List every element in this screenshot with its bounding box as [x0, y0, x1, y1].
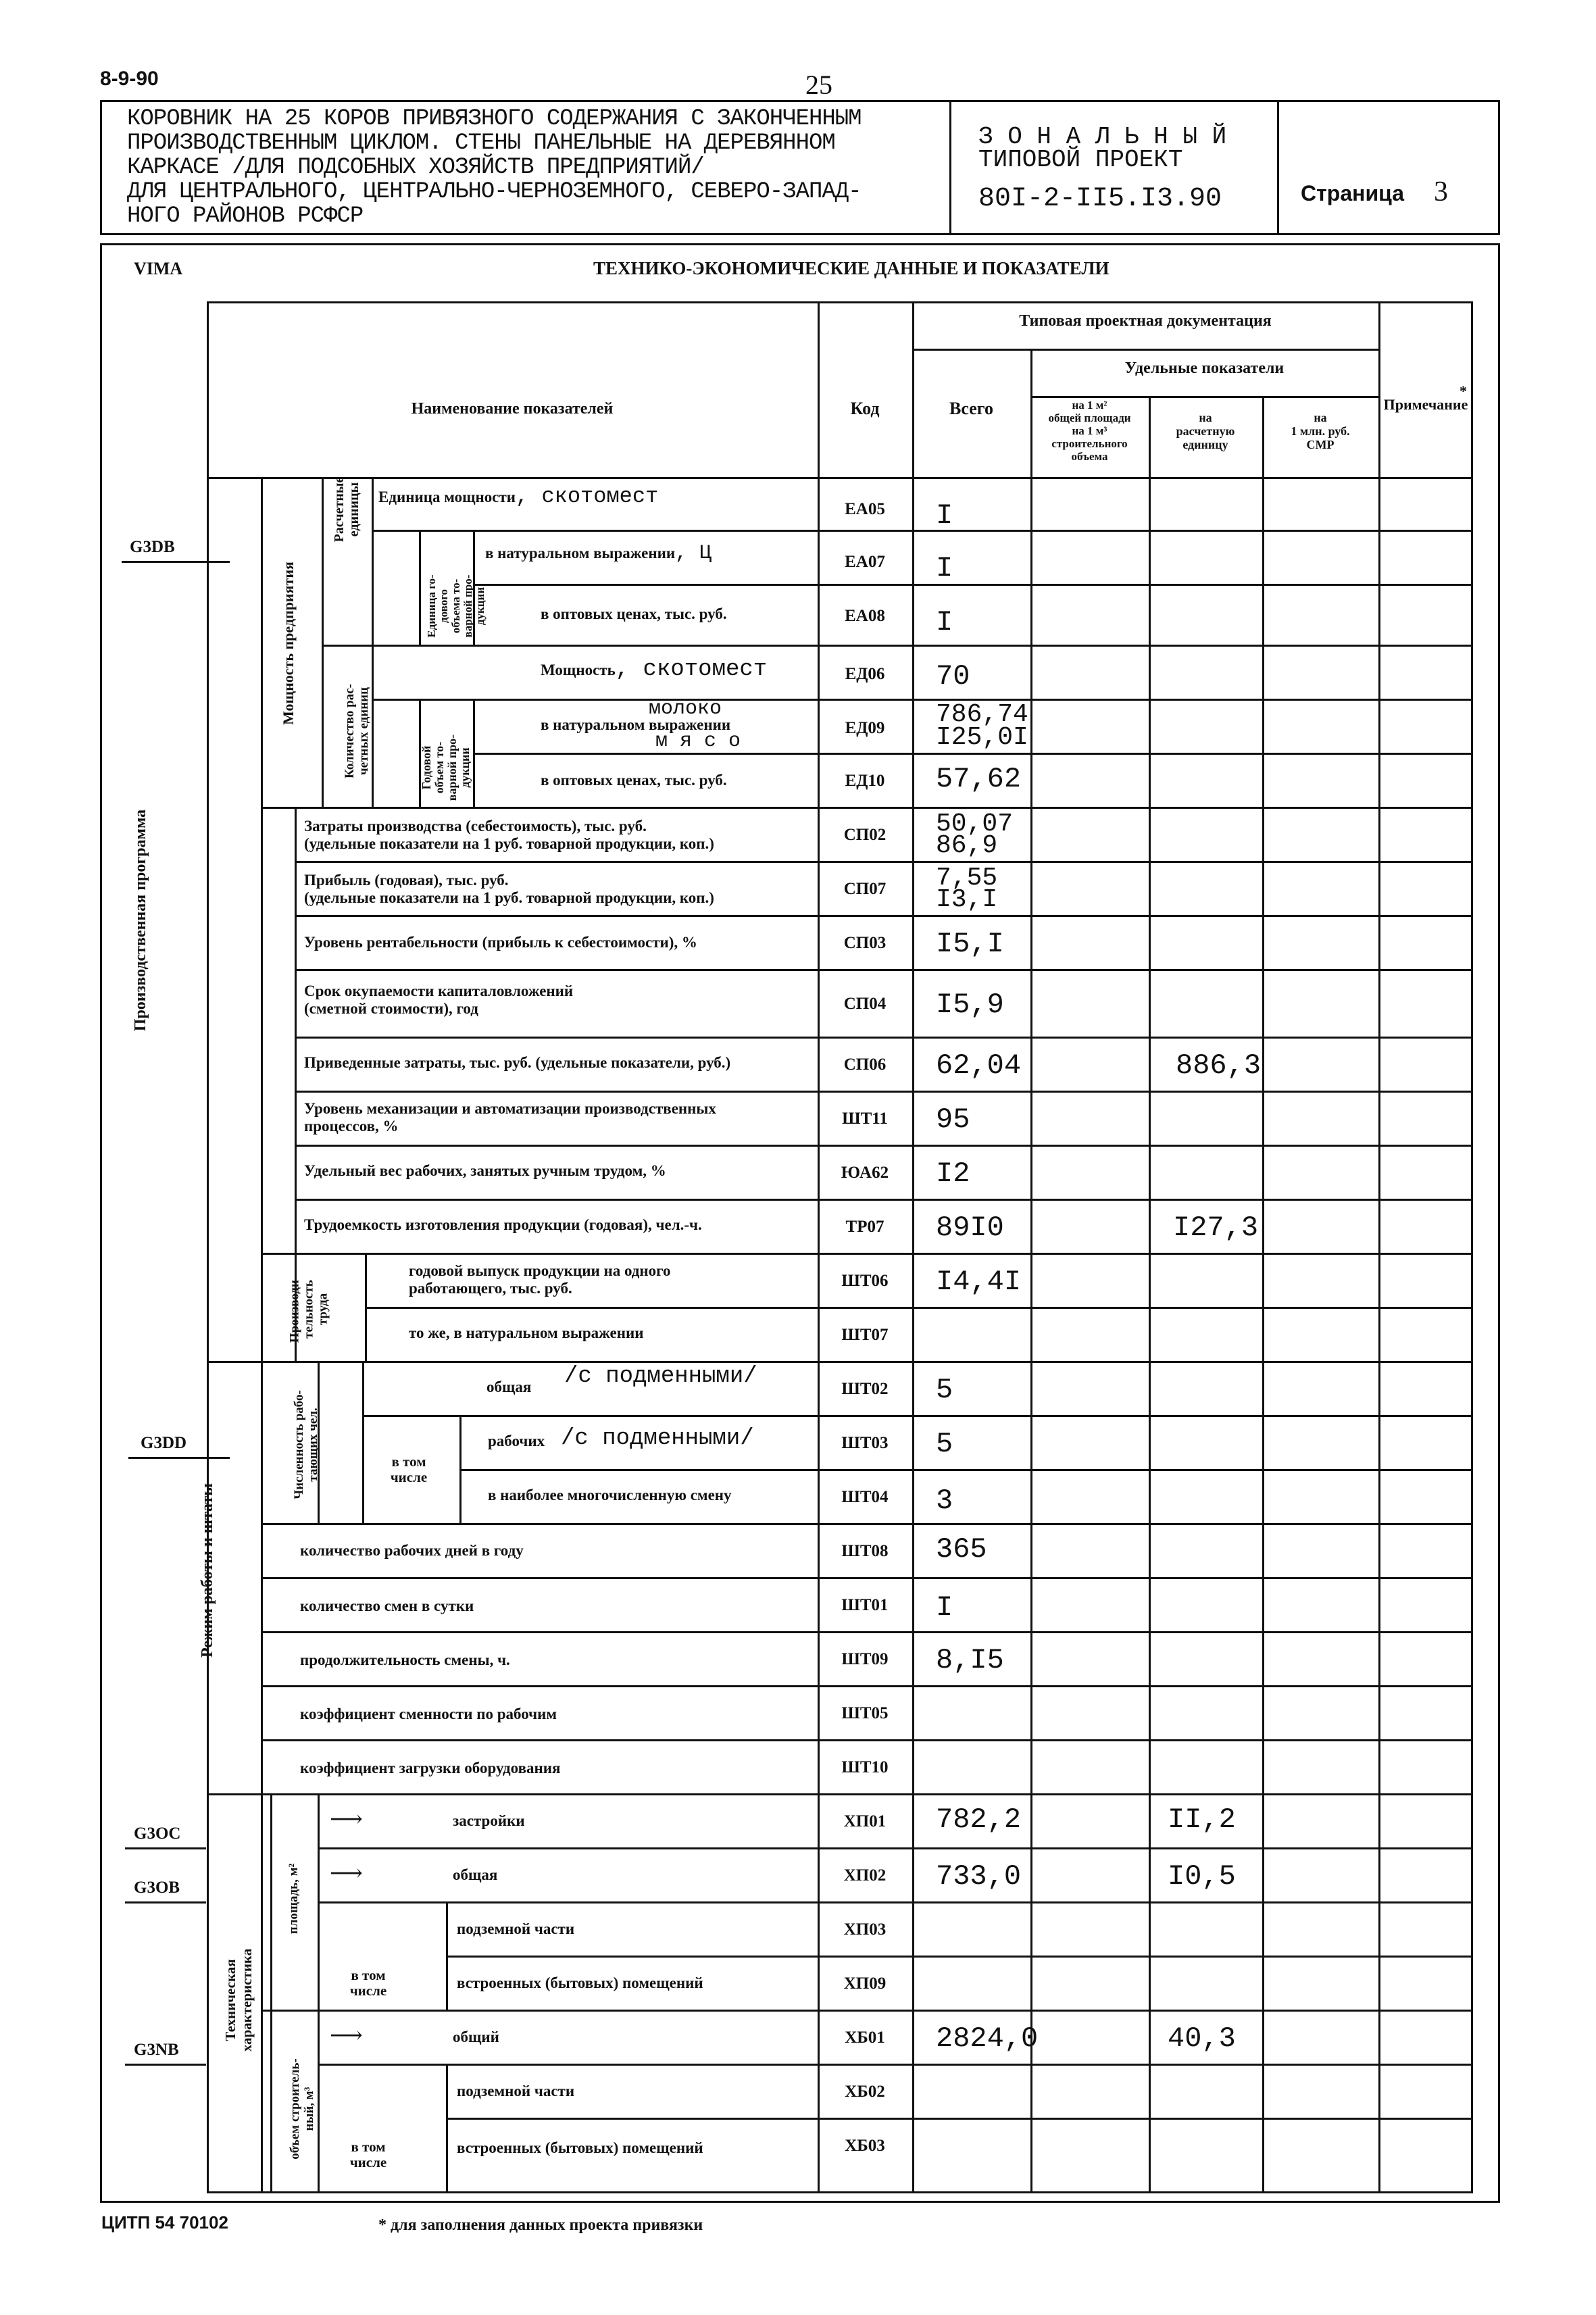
total-sht06: I4,4I [936, 1266, 1022, 1298]
th-note-mark: * [1460, 382, 1467, 399]
code-sp02: СП02 [843, 826, 887, 844]
per-unit-xb01: 40,3 [1168, 2022, 1236, 2055]
total-yua62: I2 [936, 1158, 970, 1190]
code-xp03: ХП03 [843, 1920, 887, 1939]
row-ed10-label: в оптовых ценах, тыс. руб. [541, 772, 727, 789]
per-unit-sp06: 886,3 [1176, 1049, 1262, 1082]
code-sp06: СП06 [843, 1055, 887, 1074]
total-ea05: I [936, 499, 953, 532]
row-ed09-label: в натуральном выражении [541, 716, 731, 733]
group-labor-productivity: Производи- тельность труда [287, 1275, 330, 1343]
total-sht04: 3 [936, 1485, 953, 1517]
row-xp09-label: встроенных (бытовых) помещений [457, 1974, 703, 1991]
row-sht03-label: рабочих [488, 1433, 545, 1449]
side-code-g3oc: G3OC [134, 1824, 181, 1843]
th-specific: Удельные показатели [1124, 359, 1285, 377]
total-sp07-1: 7,55 [936, 864, 998, 893]
total-sht02: 5 [936, 1374, 953, 1406]
row-sht09-label: продолжительность смены, ч. [300, 1651, 510, 1668]
total-sht09: 8,I5 [936, 1644, 1004, 1676]
code-ed06: ЕД06 [845, 665, 885, 683]
group-volume: объем строитель- ный, м³ [288, 2058, 316, 2160]
section-code: VIMA [134, 259, 183, 278]
row-sht11-label: Уровень механизации и автоматизации производственных процессов, % [304, 1100, 716, 1135]
group-tech-characteristics: Техническая характеристика [222, 1948, 255, 2052]
total-sp02-2: 86,9 [936, 831, 998, 860]
code-sht04: ШТ04 [841, 1488, 889, 1506]
total-ea08: I [936, 606, 953, 639]
th-note: Примечание [1383, 396, 1468, 413]
per-unit-xp01: II,2 [1168, 1803, 1236, 1836]
row-sp04-label: Срок окупаемости капиталовложений (сметной стоимости), год [304, 982, 574, 1017]
code-xb01: ХБ01 [845, 2028, 885, 2047]
total-sht11: 95 [936, 1103, 970, 1136]
code-ea07: ЕА07 [845, 553, 885, 571]
row-sp06-label: Приведенные затраты, тыс. руб. (удельные показатели, руб.) [304, 1054, 731, 1071]
total-sp02-1: 50,07 [936, 810, 1014, 839]
row-ea08-label: в оптовых ценах, тыс. руб. [541, 605, 727, 622]
total-sht01: I [936, 1591, 953, 1624]
th-indicator-name: Наименование показателей [411, 400, 614, 418]
row-tr07-label: Трудоемкость изготовления продукции (годовая), чел.-ч. [304, 1216, 702, 1233]
side-code-g3db: G3DB [130, 538, 175, 556]
row-sht08-label: количество рабочих дней в году [300, 1542, 524, 1559]
row-sp03-label: Уровень рентабельности (прибыль к себестоимости), % [304, 934, 697, 951]
code-sht06: ШТ06 [841, 1272, 889, 1290]
group-area: площадь, м² [286, 1863, 301, 1935]
footer-code: ЦИТП 54 70102 [101, 2212, 228, 2233]
group-enterprise-capacity: Мощность предприятия [280, 562, 297, 725]
total-xb01: 2824,0 [936, 2022, 1039, 2055]
total-tr07: 89I0 [936, 1212, 1004, 1244]
per-unit-xp02: I0,5 [1168, 1860, 1236, 1893]
per-unit-tr07: I27,3 [1173, 1212, 1259, 1244]
total-xp02: 733,0 [936, 1860, 1022, 1893]
row-sht06-label: годовой выпуск продукции на одного работающего, тыс. руб. [409, 1262, 671, 1297]
code-sht09: ШТ09 [841, 1650, 889, 1668]
th-code: Код [850, 399, 880, 418]
row-ed09-milk: молоко [649, 697, 722, 720]
total-sp06: 62,04 [936, 1049, 1022, 1082]
code-sht11: ШТ11 [842, 1110, 888, 1128]
total-sht08: 365 [936, 1533, 987, 1566]
group-annual-volume: Годовой объем то- варной про- дукции [420, 734, 472, 801]
total-xp01: 782,2 [936, 1803, 1022, 1836]
code-tr07: ТР07 [845, 1218, 884, 1236]
code-ea05: ЕА05 [845, 500, 885, 518]
code-xb02: ХБ02 [845, 2083, 885, 2101]
total-ea07: I [936, 552, 953, 584]
total-ed09-milk: 786,74 [936, 700, 1028, 729]
code-xp01: ХП01 [843, 1812, 887, 1831]
project-number: 80I-2-II5.I3.90 [978, 184, 1222, 214]
group-workers-count: Численность рабо- тающих чел. [292, 1390, 320, 1499]
project-type: З О Н А Л Ь Н Ы Й ТИПОВОЙ ПРОЕКТ [978, 123, 1227, 174]
total-sp07-2: I3,I [936, 885, 998, 914]
row-sht02-label: общая [487, 1378, 532, 1395]
footer-note: * для заполнения данных проекта привязки [378, 2216, 703, 2234]
code-ea08: ЕА08 [845, 607, 885, 625]
th-per-mln: на 1 млн. руб. СМР [1291, 411, 1350, 451]
row-sht02-label-add: /с подменными/ [564, 1364, 757, 1389]
side-code-g3dd: G3DD [141, 1434, 187, 1452]
row-sp07-label: Прибыль (годовая), тыс. руб. (удельные показатели на 1 руб. товарной продукции, коп.) [304, 872, 714, 906]
total-ed09-meat: I25,0I [936, 723, 1028, 752]
code-yua62: ЮА62 [841, 1164, 889, 1182]
code-sht07: ШТ07 [841, 1326, 889, 1344]
group-production-program: Производственная программа [132, 809, 149, 1032]
row-xb02-label: подземной части [457, 2083, 575, 2099]
code-sp04: СП04 [843, 995, 887, 1013]
group-annual-unit: Единица го- дового объема то- варной про- дукции [425, 574, 487, 638]
page-number: 25 [805, 70, 832, 100]
group-calc-units: Расчетные единицы [332, 476, 361, 543]
code-xp02: ХП02 [843, 1866, 887, 1885]
total-sht03: 5 [936, 1428, 953, 1460]
group-calc-units-count: Количество рас- четных единиц [343, 683, 371, 779]
side-code-g3nb: G3NB [134, 2041, 179, 2059]
group-work-mode: Режим работы и штаты [199, 1483, 216, 1658]
th-typical-docs: Типовая проектная документация [1019, 312, 1272, 330]
code-ed10: ЕД10 [845, 772, 885, 790]
th-per-unit: на расчетную единицу [1176, 411, 1235, 451]
total-ed10: 57,62 [936, 763, 1022, 795]
row-ea05-label: Единица мощности, скотомест [378, 484, 659, 509]
code-sht03: ШТ03 [841, 1434, 889, 1452]
th-total: Всего [949, 399, 993, 418]
section-title: ТЕХНИКО-ЭКОНОМИЧЕСКИЕ ДАННЫЕ И ПОКАЗАТЕЛИ [593, 258, 1109, 278]
code-ed09: ЕД09 [845, 719, 885, 737]
arrow-icon: ⟶ [330, 2023, 363, 2048]
code-sht01: ШТ01 [841, 1596, 889, 1614]
group-in-total-workers: в том числе [390, 1453, 428, 1485]
code-sht10: ШТ10 [841, 1758, 889, 1776]
code-sp03: СП03 [843, 934, 887, 952]
row-sht04-label: в наиболее многочисленную смену [488, 1487, 732, 1503]
total-sp04: I5,9 [936, 989, 1004, 1021]
code-xp09: ХП09 [843, 1974, 887, 1993]
sheet-number: 3 [1434, 176, 1448, 207]
arrow-icon: ⟶ [330, 1807, 363, 1832]
row-sp02-label: Затраты производства (себестоимость), тыс. руб. (удельные показатели на 1 руб. товарной продукции, коп.) [304, 818, 714, 852]
th-per-m2: на 1 м² общей площади на 1 м³ строительного объема [1048, 399, 1131, 463]
row-sht05-label: коэффициент сменности по рабочим [300, 1706, 557, 1722]
row-xp03-label: подземной части [457, 1920, 575, 1937]
row-xb01-label: общий [453, 2028, 499, 2045]
project-title: КОРОВНИК НА 25 КОРОВ ПРИВЯЗНОГО СОДЕРЖАНИЯ С ЗАКОНЧЕННЫМ ПРОИЗВОДСТВЕННЫМ ЦИКЛОМ. СТЕНЫ ПАНЕЛЬНЫЕ НА ДЕРЕВЯННОМ КАРКАСЕ /ДЛЯ ПОДСОБНЫХ ХОЗЯЙСТВ ПРЕДПРИЯТИЙ/ ДЛЯ ЦЕНТРАЛЬНОГО, ЦЕНТРАЛЬНО-ЧЕРНОЗЕМНОГО, СЕВЕРО-ЗАПАД- НОГО РАЙОНОВ РСФСР [127, 106, 862, 229]
row-xp02-label: общая [453, 1866, 498, 1883]
total-sp03: I5,I [936, 928, 1004, 960]
row-sht01-label: количество смен в сутки [300, 1597, 474, 1614]
sheet-label: Страница [1301, 181, 1404, 205]
row-sht03-label-add: /с подменными/ [561, 1426, 754, 1451]
code-sht02: ШТ02 [841, 1380, 889, 1398]
row-ed06-label: Мощность, скотомест [541, 657, 768, 682]
row-xb03-label: встроенных (бытовых) помещений [457, 2139, 703, 2156]
row-xp01-label: застройки [453, 1812, 525, 1829]
row-yua62-label: Удельный вес рабочих, занятых ручным трудом, % [304, 1162, 666, 1179]
total-ed06: 70 [936, 660, 970, 693]
row-sht10-label: коэффициент загрузки оборудования [300, 1760, 561, 1776]
side-code-g3ob: G3OB [134, 1878, 180, 1897]
code-sht08: ШТ08 [841, 1542, 889, 1560]
code-xb03: ХБ03 [845, 2137, 885, 2155]
code-sp07: СП07 [843, 880, 887, 898]
arrow-icon: ⟶ [330, 1861, 363, 1886]
code-sht05: ШТ05 [841, 1704, 889, 1722]
group-in-total-volume: в том числе [349, 2139, 387, 2170]
group-in-total-area: в том числе [349, 1967, 387, 1999]
row-ed09-meat: м я с о [655, 730, 741, 753]
row-ea07-label: в натуральном выражении, Ц [485, 542, 712, 565]
row-sht07-label: то же, в натуральном выражении [409, 1324, 644, 1341]
doc-code: 8-9-90 [100, 68, 159, 90]
